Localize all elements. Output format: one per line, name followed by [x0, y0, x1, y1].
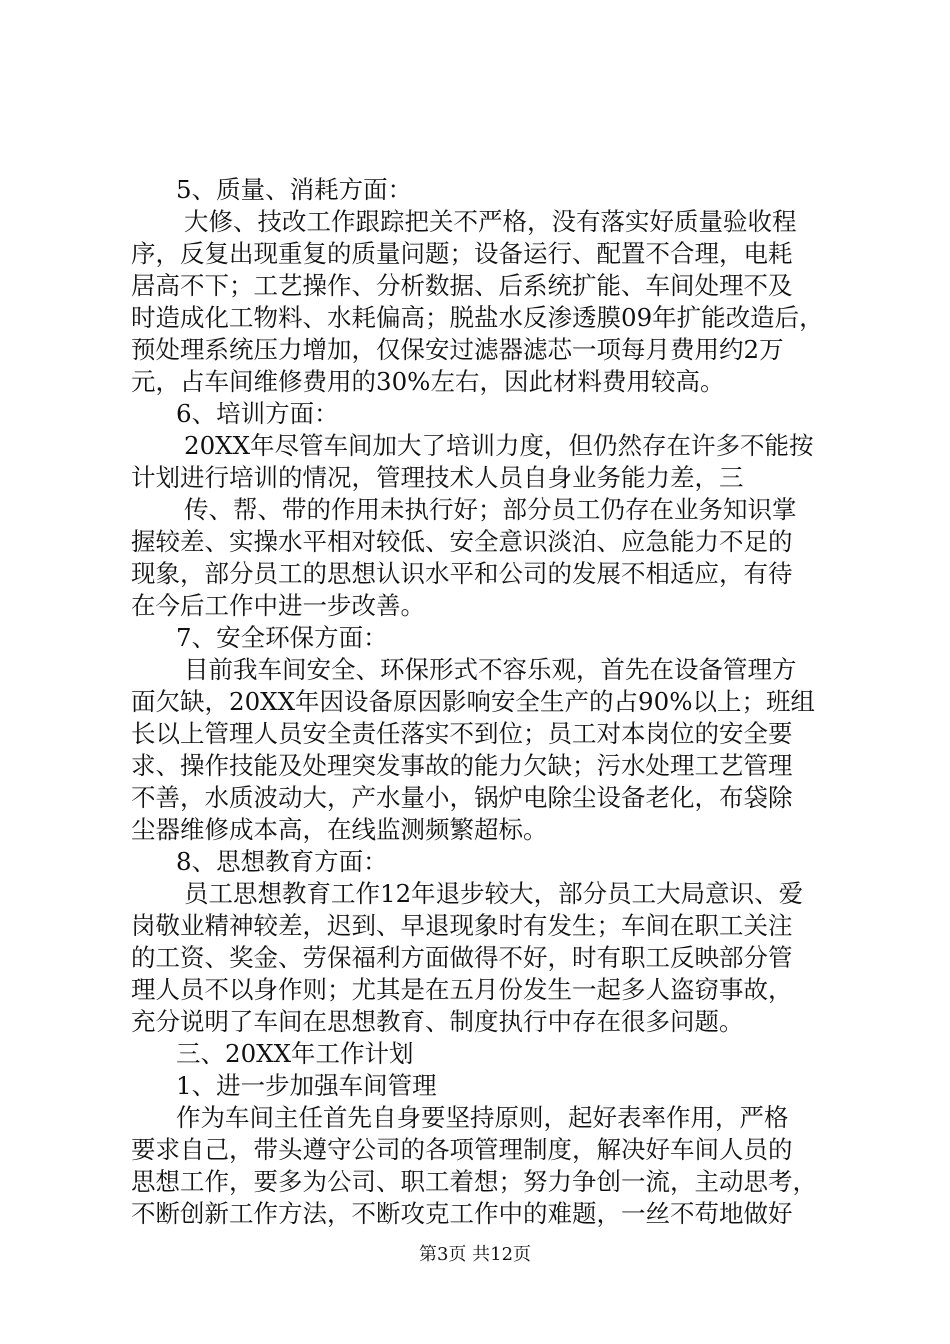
paragraph-line: 在今后工作中进一步改善。 [131, 591, 425, 620]
paragraph-line: 不善，水质波动大，产水量小，锅炉电除尘设备老化，布袋除 [131, 783, 793, 812]
heading-education: 8、思想教育方面： [176, 847, 388, 876]
paragraph-line: 不断创新工作方法，不断攻克工作中的难题，一丝不苟地做好 [131, 1199, 793, 1228]
paragraph-line: 理人员不以身作则；尤其是在五月份发生一起多人盗窃事故， [131, 975, 793, 1004]
paragraph-line: 居高不下；工艺操作、分析数据、后系统扩能、车间处理不及 [131, 271, 793, 300]
paragraph-line: 20XX年尽管车间加大了培训力度，但仍然存在许多不能按 [184, 431, 814, 460]
paragraph-line: 现象，部分员工的思想认识水平和公司的发展不相适应，有待 [131, 559, 793, 588]
paragraph-line: 序，反复出现重复的质量问题；设备运行、配置不合理，电耗 [131, 239, 793, 268]
paragraph-line: 的工资、奖金、劳保福利方面做得不好，时有职工反映部分管 [131, 943, 793, 972]
page-number-footer: 第3页 共12页 [418, 1244, 532, 1265]
heading-safety: 7、安全环保方面： [176, 623, 388, 652]
paragraph-line: 目前我车间安全、环保形式不容乐观，首先在设备管理方 [184, 655, 797, 684]
paragraph-line: 员工思想教育工作12年退步较大，部分员工大局意识、爱 [184, 879, 804, 908]
heading-plan: 三、20XX年工作计划 [176, 1039, 414, 1068]
paragraph-line: 求、操作技能及处理突发事故的能力欠缺；污水处理工艺管理 [131, 751, 793, 780]
heading-quality: 5、质量、消耗方面： [176, 175, 413, 204]
paragraph-line: 作为车间主任首先自身要坚持原则，起好表率作用，严格 [176, 1103, 789, 1132]
paragraph-line: 时造成化工物料、水耗偏高；脱盐水反渗透膜09年扩能改造后， [131, 303, 824, 332]
paragraph-line: 元，占车间维修费用的30%左右，因此材料费用较高。 [131, 367, 725, 396]
paragraph-line: 充分说明了车间在思想教育、制度执行中存在很多问题。 [131, 1007, 744, 1036]
paragraph-line: 长以上管理人员安全责任落实不到位；员工对本岗位的安全要 [131, 719, 793, 748]
paragraph-line: 面欠缺，20XX年因设备原因影响安全生产的占90%以上；班组 [131, 687, 816, 716]
paragraph-line: 预处理系统压力增加，仅保安过滤器滤芯一项每月费用约2万 [131, 335, 784, 364]
paragraph-line: 大修、技改工作跟踪把关不严格，没有落实好质量验收程 [184, 207, 797, 236]
paragraph-line: 传、帮、带的作用未执行好；部分员工仍存在业务知识掌 [184, 495, 797, 524]
heading-management: 1、进一步加强车间管理 [176, 1071, 437, 1100]
paragraph-line: 尘器维修成本高，在线监测频繁超标。 [131, 815, 548, 844]
paragraph-line: 要求自己，带头遵守公司的各项管理制度，解决好车间人员的 [131, 1135, 793, 1164]
paragraph-line: 思想工作，要多为公司、职工着想；努力争创一流，主动思考， [131, 1167, 817, 1196]
paragraph-line: 岗敬业精神较差，迟到、早退现象时有发生；车间在职工关注 [131, 911, 793, 940]
heading-training: 6、培训方面： [176, 399, 339, 428]
paragraph-line: 计划进行培训的情况，管理技术人员自身业务能力差，三 [131, 463, 744, 492]
paragraph-line: 握较差、实操水平相对较低、安全意识淡泊、应急能力不足的 [131, 527, 793, 556]
